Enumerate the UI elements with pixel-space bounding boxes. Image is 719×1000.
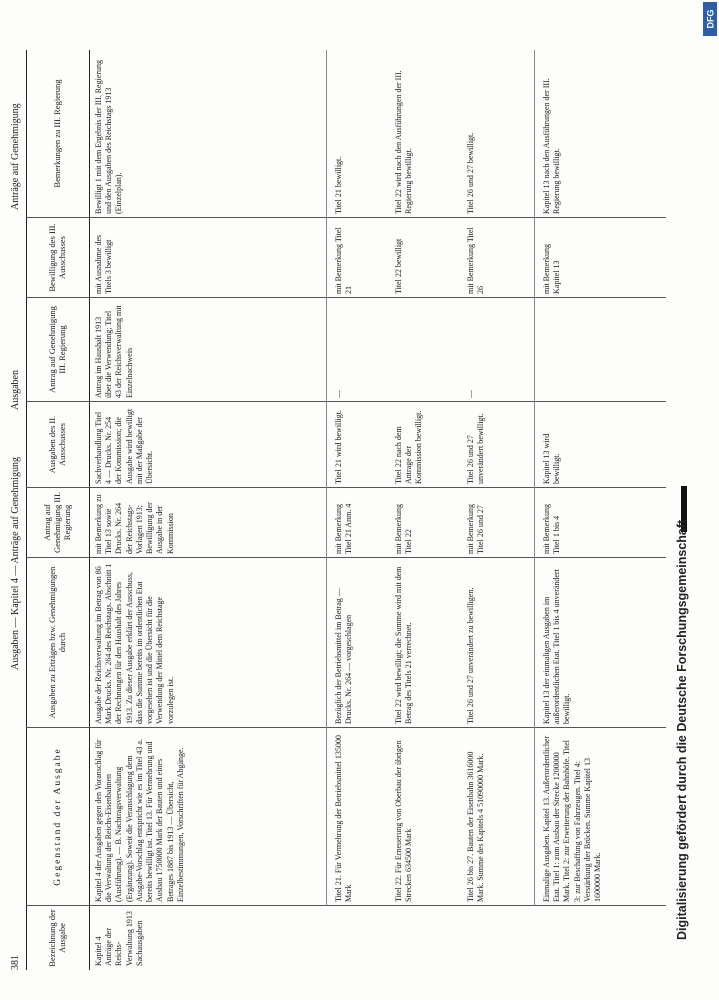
- cell-subject: Kapitel 4 der Ausgaben gegen den Voranschlag für die Verwaltung der Reichs-Eisenbahnen (Ausführung). — B. Nachtragsverwaltung (Ergänzung). Soweit die Veranschlagung dem Ausgabe-Vorschlag entspricht wie es im Titel 43 a. bereits bewilligt ist. Titel 13. Für Vermehrung und Ausbau 1750000 Mark der Bauten und eines Betrages 1887 bis 1913 — Übersicht, Einzelbestimmungen, Vorschriften für Abgänge.: [94, 739, 185, 902]
- cell-committee: Titel 26 und 27 unverändert bewilligt.: [466, 413, 486, 484]
- cell-designation: Kapitel 4 Anträge der Reichs-Verwaltung 1913 Sachausgaben: [94, 911, 144, 966]
- dfg-logo: [703, 2, 717, 36]
- cell-proposal: Titel 26 und 27 unverändert zu bewilligen.: [466, 587, 475, 724]
- cell-remarks: Titel 26 und 27 bewilligt.: [466, 132, 475, 214]
- table-header: [26, 50, 90, 970]
- cell-subject: Titel 22. Für Erneuerung von Oberbau der übrigen Strecken 634500 Mark: [394, 740, 414, 902]
- row-divider: [326, 50, 327, 906]
- cell-request: mit Bemerkung Titel 26 und 27: [466, 504, 486, 554]
- dfg-logo-text: DFG: [705, 9, 715, 29]
- cell-proposal: Kapitel 13 der einmaligen Ausgaben im außerordentlichen Etat. Titel 1 bis 4 unverändert bewilligt.: [542, 569, 572, 724]
- cell-request: mit Bemerkung Titel 21 Anm. 4: [334, 503, 354, 554]
- cell-committee: Titel 21 wird bewilligt.: [334, 410, 343, 484]
- page-number: 381: [10, 955, 21, 970]
- table-body: [94, 50, 654, 970]
- cell-approval: mit Bemerkung Titel 26: [466, 227, 486, 294]
- cell-remarks: Titel 22 wird nach den Ausführungen der III. Regierung bewilligt.: [394, 70, 414, 214]
- running-head-right: Anträge auf Genehmigung: [10, 103, 21, 210]
- cell-remarks: Kapitel 13 nach den Ausführungen der III. Regierung bewilligt.: [542, 78, 562, 214]
- cell-subject: Titel 21. Für Vermehrung der Betriebsmittel 135000 Mark: [334, 735, 354, 902]
- cell-subject: Titel 26 bis 27. Bauten der Eisenbahn 3616000 Mark. Summe des Kapitels 4 51090000 Mark.: [466, 751, 486, 902]
- cell-approval: mit Ausnahme des Titels 3 bewilligt: [94, 234, 114, 294]
- running-head-middle: Ausgaben: [10, 370, 21, 410]
- header-col4: Antrag auf Genehmigung III. Regierung: [27, 488, 89, 558]
- cell-subject: Einmalige Ausgaben. Kapitel 13. Außerordentlicher Etat. Titel 1: zum Ausbau der Strecke 1200000 Mark. Titel 2: zur Erweiterung der Bahnhöfe. Titel 3: zur Beschaffung von Fahrzeugen. Titel 4: Verstärkung der Brücken. Summe Kapitel 13 1600000 Mark.: [542, 735, 603, 902]
- cell-committee: Sachverhandlung Titel 4 — Drucks. Nr. 254 der Kommission; die Ausgabe wird bewilligt mit der Maßgabe der Übersicht.: [94, 408, 155, 484]
- cell-proposal: Ausgabe der Reichsverwaltung im Betrag von 86 Mark Drucks. Nr. 264 des Reichstags. Abschnitt 1 der Rechnungen für den Haushalt des Jahres 1913. Zu dieser Ausgabe erklärt der Ausschuss, dass die Summe bereits im ordentlichen Etat vorgesehen ist und die Übersicht für die Verwendung der Mittel dem Reichstage vorzulegen ist.: [94, 563, 175, 724]
- digitization-credit: Digitalisierung gefördert durch die Deutsche Forschungsgemeinschaft: [675, 519, 689, 940]
- cell-approval: Titel 22 bewilligt: [394, 238, 403, 294]
- cell-proposal: Bezüglich der Betriebsmittel im Betrag — Drucks. Nr. 264 — vorgeschlagen: [334, 588, 354, 724]
- cell-request: mit Bemerkung Titel 22: [394, 504, 414, 554]
- running-head-left: Ausgaben — Kapitel 4 — Anträge auf Genehmigung: [10, 456, 21, 670]
- header-col5: Ausgaben des II. Ausschusses: [27, 402, 89, 488]
- cell-request-2: Antrag im Haushalt 1913 über die Verwendung; Titel 43 der Reichsverwaltung mit Einzelnachweis: [94, 305, 134, 398]
- cell-proposal: Titel 22 wird bewilligt; die Summe wird mit dem Betrag des Titels 21 verrechnet.: [394, 566, 414, 724]
- header-col1: Bezeichnung der Ausgabe: [47, 909, 67, 967]
- header-col3: Ausgaben zu Erträgen bzw. Genehmigungen durch: [27, 558, 89, 728]
- cell-remarks: Titel 21 bewilligt.: [334, 156, 343, 214]
- cell-request: mit Bemerkung zu Titel 13 sowie Drucks. Nr. 264 der Reichstags-Vorlagen 1913; Bewilligung der Ausgabe in der Kommission: [94, 494, 175, 554]
- cell-request-2: —: [466, 390, 475, 398]
- running-head: [10, 80, 24, 970]
- cell-request-2: —: [334, 390, 343, 398]
- cell-approval: mit Bemerkung Titel 21: [334, 227, 354, 294]
- cell-approval: mit Bemerkung Kapitel 13: [542, 244, 562, 294]
- cell-request: mit Bemerkung Titel 1 bis 4: [542, 504, 562, 554]
- header-col7: Bewilligung des III. Ausschusses: [27, 218, 89, 298]
- cell-committee: Titel 22 nach dem Antrage der Kommission bewilligt.: [394, 410, 424, 484]
- cell-remarks: Bewilligt 1 mit dem Ergebnis der III. Regierung und den Ausgaben des Reichstags 1913 (Einzelplan).: [94, 59, 124, 214]
- cell-committee: Kapitel 13 wird bewilligt.: [542, 433, 562, 484]
- header-col2: Gegenstand der Ausgabe: [27, 728, 89, 906]
- header-col8: Bemerkungen zu III. Regierung: [27, 50, 89, 218]
- header-col6: Antrag auf Genehmigung III. Regierung: [27, 298, 89, 402]
- row-divider: [534, 50, 535, 906]
